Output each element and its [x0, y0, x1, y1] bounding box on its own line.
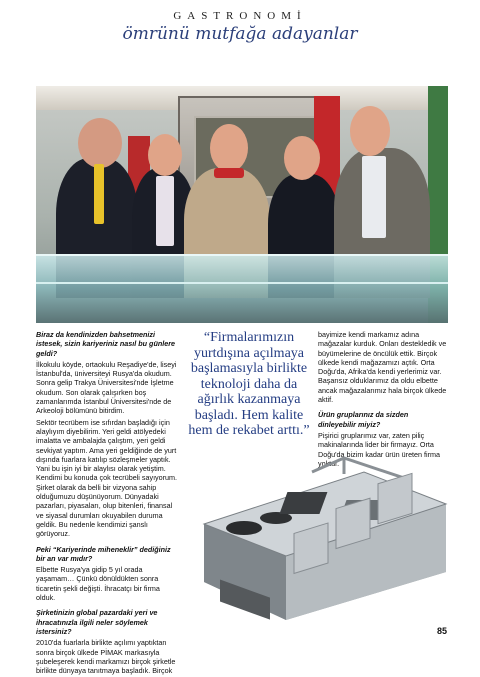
question: Peki “Kariyerinde miheneklir” dediğiniz bir an var mıdır? — [36, 544, 171, 563]
magazine-header — [0, 10, 480, 44]
answer-paragraph: Pişirici gruplarımız var, zaten piliç makinalarında lider bir firmayız. Orta Doğu'da bizim kadar ürün üreten firma yoktur. — [318, 430, 441, 468]
answer-paragraph: İlkokulu köyde, ortaokulu Reşadiye'de, liseyi İstanbul'da, üniversiteyi Rusya'da okudum. Sonra gelip Trakya Üniversitesi'nde İşletme okudum. Son olarak çalışırken boş zamanlarımda İstanbul Üniversitesi'nde de Arkeoloji bölümünü bitirdim. — [36, 359, 177, 416]
answer-paragraph: Sektör tecrübem ise sıfırdan başladığı için alaylıyım diyebilirim. Yeri geldi atölyedeki imalatta ve ambalajda çalıştım, yeri geldi sevkiyat yaptım. Ama yeri geldiğinde de yurt dışında fuarlara katılıp sözleşmeler yaptık. Yani bu işin iyi bir alaylısı olarak yetiştim. Kendimi bu konuda çok tecrübeli sayıyorum. Şirket olarak da belli bir vizyona sahip olduğumuzu düşünüyorum. Dünyadaki pazarları, piyasaları, olup bitenleri, finansal ve siyasal durumları okuyabilen duruma geldik. Bu nedenle kendimizi şanslı görüyoruz. — [36, 417, 178, 539]
question: Şirketinizin global pazardaki yeri ve ihracatınızla ilgili neler söylemek istersiniz? — [36, 608, 158, 636]
group-photo — [36, 86, 448, 323]
question: Ürün gruplarınız da sizden dinleyebilir miyiz? — [318, 410, 409, 429]
pull-quote: “Firmalarımızın yurtdışına açılmaya başlamasıyla birlikte teknoloji daha da ağırlık kazanmaya başladı. Hem kalite hem de rekabet arttı.” — [188, 330, 310, 438]
section-subtitle: ömrünü mutfağa adayanlar — [122, 24, 358, 44]
question: Biraz da kendinizden bahsetmenizi istesek, sizin kariyeriniz nasıl bu günlere geldi? — [36, 330, 176, 358]
section-title: GASTRONOMİ — [173, 10, 307, 22]
answer-paragraph: 2010'da fuarlarla birlikte açılımı yaptıktan sonra birçok ülkede PİMAK markasıyla şubeleşerek kendi markamızı birçok şirketle birlikte dünyaya tanıtmaya başladık. Birçok — [36, 638, 176, 676]
answer-paragraph: Elbette Rusya'ya gidip 5 yıl orada yaşamam… Çünkü dönüldükten sonra ticaretin şekli değişti. İhracatçı bir firma olduk. — [36, 565, 160, 603]
right-column — [318, 330, 448, 470]
answer-paragraph: bayimize kendi markamız adına mağazalar kurduk. Onları destekledik ve büyümelerine de öncülük ettik. Birçok ülkede kendi mağazamızı açtık. Orta Doğu'da, Afrika'da kendi yerlerimiz var. Başarısız olduklarımız da oldu elbette ancak mağazalarımız hala birçok ülkede aktif. — [318, 330, 447, 405]
kitchen-equipment-image — [194, 452, 452, 622]
page-number: 85 — [437, 626, 448, 636]
left-column — [36, 330, 178, 677]
